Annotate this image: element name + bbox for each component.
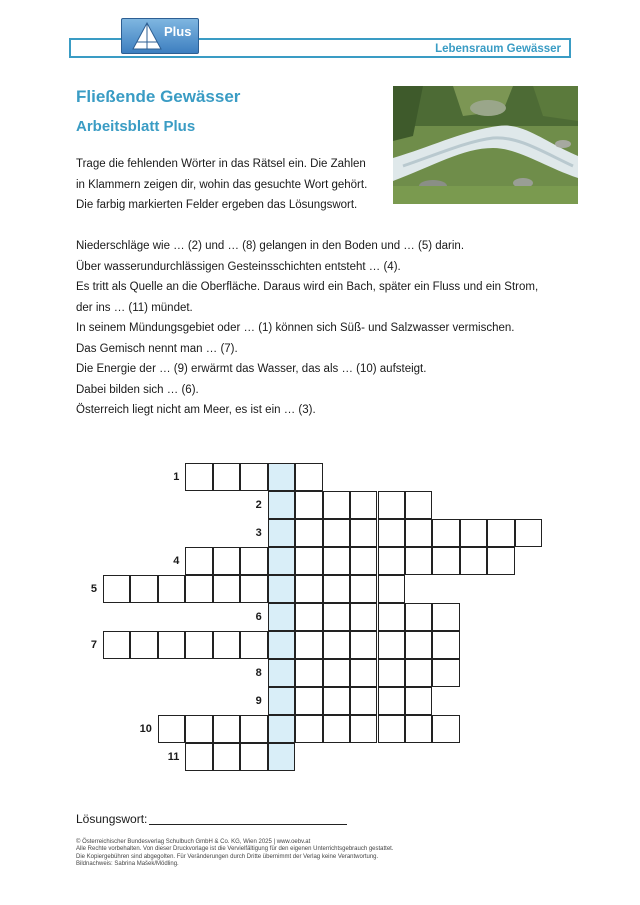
crossword-cell[interactable] xyxy=(405,547,432,575)
crossword-cell[interactable] xyxy=(350,547,377,575)
crossword-cell[interactable] xyxy=(405,491,432,519)
crossword-cell[interactable] xyxy=(432,715,459,743)
crossword-cell[interactable] xyxy=(323,687,350,715)
clue-line: Österreich liegt nicht am Meer, es ist ein … (3). xyxy=(76,404,316,416)
crossword-cell[interactable] xyxy=(295,659,322,687)
crossword-cell[interactable] xyxy=(295,519,322,547)
clue-number-2: 2 xyxy=(255,499,262,511)
crossword-cell[interactable] xyxy=(213,631,240,659)
crossword-cell[interactable] xyxy=(323,603,350,631)
solution-cell[interactable] xyxy=(268,743,295,771)
crossword-cell[interactable] xyxy=(378,603,405,631)
crossword-cell[interactable] xyxy=(378,547,405,575)
crossword-cell[interactable] xyxy=(378,491,405,519)
solution-cell[interactable] xyxy=(268,463,295,491)
page-subtitle: Arbeitsblatt Plus xyxy=(76,118,196,135)
crossword-cell[interactable] xyxy=(295,603,322,631)
crossword-cell[interactable] xyxy=(185,575,212,603)
clue-number-7: 7 xyxy=(90,639,97,651)
crossword-cell[interactable] xyxy=(350,715,377,743)
clue-number-5: 5 xyxy=(90,583,97,595)
crossword-cell[interactable] xyxy=(130,575,157,603)
clue-number-8: 8 xyxy=(255,667,262,679)
instructions xyxy=(76,154,386,216)
crossword-cell[interactable] xyxy=(130,631,157,659)
crossword-cell[interactable] xyxy=(405,519,432,547)
crossword-cell[interactable] xyxy=(213,575,240,603)
clue-number-1: 1 xyxy=(173,471,180,483)
crossword-cell[interactable] xyxy=(103,631,130,659)
solution-cell[interactable] xyxy=(268,631,295,659)
crossword-cell[interactable] xyxy=(460,519,487,547)
solution-cell[interactable] xyxy=(268,603,295,631)
river-photo xyxy=(393,86,578,204)
footer-line: Bildnachweis: Sabrina Mašek/Mödling. xyxy=(76,860,179,867)
crossword-cell[interactable] xyxy=(378,575,405,603)
crossword-cell[interactable] xyxy=(158,715,185,743)
crossword-cell[interactable] xyxy=(240,631,267,659)
footer-line: Die Kopiergebühren sind abgegolten. Für Veränderungen durch Dritte übernimmt der Verlag keine Verantwortung. xyxy=(76,853,379,860)
crossword-cell[interactable] xyxy=(487,547,514,575)
crossword-cell[interactable] xyxy=(295,575,322,603)
crossword-cell[interactable] xyxy=(158,575,185,603)
crossword-cell[interactable] xyxy=(323,519,350,547)
crossword-cell[interactable] xyxy=(350,491,377,519)
crossword-cell[interactable] xyxy=(378,715,405,743)
crossword-cell[interactable] xyxy=(323,715,350,743)
crossword-cell[interactable] xyxy=(295,547,322,575)
crossword-cell[interactable] xyxy=(515,519,542,547)
crossword-cell[interactable] xyxy=(185,463,212,491)
instruction-line: Trage die fehlenden Wörter in das Rätsel ein. Die Zahlen xyxy=(76,158,366,170)
clue-number-6: 6 xyxy=(255,611,262,623)
crossword-cell[interactable] xyxy=(240,743,267,771)
topic-title: Lebensraum Gewässer xyxy=(435,43,561,55)
crossword-cell[interactable] xyxy=(323,575,350,603)
solution-label: Lösungswort: xyxy=(76,812,148,826)
crossword-cell[interactable] xyxy=(295,631,322,659)
crossword-cell[interactable] xyxy=(432,659,459,687)
clue-number-4: 4 xyxy=(173,555,180,567)
crossword-cell[interactable] xyxy=(323,631,350,659)
clue-line: Niederschläge wie … (2) und … (8) gelangen in den Boden und … (5) darin. xyxy=(76,240,465,252)
crossword-cell[interactable] xyxy=(213,463,240,491)
crossword-cell[interactable] xyxy=(158,631,185,659)
crossword-cell[interactable] xyxy=(213,715,240,743)
clue-number-9: 9 xyxy=(255,695,262,707)
crossword-cell[interactable] xyxy=(213,547,240,575)
solution-cell[interactable] xyxy=(268,715,295,743)
plus-logo xyxy=(121,18,199,54)
clue-line: Das Gemisch nennt man … (7). xyxy=(76,342,238,355)
crossword-cell[interactable] xyxy=(350,631,377,659)
solution-cell[interactable] xyxy=(268,519,295,547)
page-title: Fließende Gewässer xyxy=(76,87,241,106)
crossword-cell[interactable] xyxy=(103,575,130,603)
footer-line: Alle Rechte vorbehalten. Von dieser Druckvorlage ist die Vervielfältigung für den eigenen Unterrichtsgebrauch gestattet. xyxy=(76,846,394,853)
footer-line: © Österreichischer Bundesverlag Schulbuch GmbH & Co. KG, Wien 2025 | www.oebv.at xyxy=(76,839,311,845)
crossword-cell[interactable] xyxy=(350,603,377,631)
crossword-cell[interactable] xyxy=(378,659,405,687)
crossword-cell[interactable] xyxy=(323,547,350,575)
crossword-cell[interactable] xyxy=(487,519,514,547)
clue-number-10: 10 xyxy=(139,723,152,735)
crossword-cell[interactable] xyxy=(213,743,240,771)
crossword-cell[interactable] xyxy=(405,687,432,715)
crossword-cell[interactable] xyxy=(185,715,212,743)
crossword-cell[interactable] xyxy=(350,687,377,715)
crossword-cell[interactable] xyxy=(405,631,432,659)
instruction-line: in Klammern zeigen dir, wohin das gesuchte Wort gehört. xyxy=(76,178,368,191)
triangle-icon xyxy=(132,22,162,50)
logo-text: Plus xyxy=(164,24,192,39)
instruction-line: Die farbig markierten Felder ergeben das Lösungswort. xyxy=(76,199,358,211)
copyright-footer xyxy=(76,839,394,868)
crossword-cell[interactable] xyxy=(378,631,405,659)
clue-line: Die Energie der … (9) erwärmt das Wasser, das als … (10) aufsteigt. xyxy=(76,363,427,375)
clue-text xyxy=(76,236,576,421)
crossword-cell[interactable] xyxy=(432,547,459,575)
solution-cell[interactable] xyxy=(268,687,295,715)
solution-cell[interactable] xyxy=(268,659,295,687)
crossword-cell[interactable] xyxy=(432,519,459,547)
crossword-cell[interactable] xyxy=(240,715,267,743)
crossword-cell[interactable] xyxy=(185,743,212,771)
crossword-cell[interactable] xyxy=(350,659,377,687)
clue-line: Über wasserundurchlässigen Gesteinsschichten entsteht … (4). xyxy=(76,260,401,273)
crossword-cell[interactable] xyxy=(405,715,432,743)
crossword-cell[interactable] xyxy=(350,575,377,603)
clue-line: der ins … (11) mündet. xyxy=(76,301,193,314)
crossword-cell[interactable] xyxy=(240,575,267,603)
crossword-cell[interactable] xyxy=(460,547,487,575)
crossword-cell[interactable] xyxy=(295,687,322,715)
clue-line: In seinem Mündungsgebiet oder … (1) können sich Süß- und Salzwasser vermischen. xyxy=(76,322,515,334)
clue-line: Dabei bilden sich … (6). xyxy=(76,383,199,396)
crossword-cell[interactable] xyxy=(432,631,459,659)
solution-cell[interactable] xyxy=(268,547,295,575)
crossword-cell[interactable] xyxy=(378,687,405,715)
crossword-cell[interactable] xyxy=(295,715,322,743)
crossword-cell[interactable] xyxy=(323,659,350,687)
clue-number-3: 3 xyxy=(255,527,262,539)
crossword-cell[interactable] xyxy=(350,519,377,547)
crossword-cell[interactable] xyxy=(295,463,322,491)
crossword-cell[interactable] xyxy=(240,463,267,491)
crossword-cell[interactable] xyxy=(185,631,212,659)
crossword-cell[interactable] xyxy=(323,491,350,519)
clue-line: Es tritt als Quelle an die Oberfläche. Daraus wird ein Bach, später ein Fluss und ein Strom, xyxy=(76,281,539,293)
crossword-cell[interactable] xyxy=(185,547,212,575)
clue-number-11: 11 xyxy=(167,751,180,763)
crossword-cell[interactable] xyxy=(405,603,432,631)
crossword-cell[interactable] xyxy=(295,491,322,519)
crossword-cell[interactable] xyxy=(405,659,432,687)
solution-cell[interactable] xyxy=(268,575,295,603)
crossword-cell[interactable] xyxy=(432,603,459,631)
crossword-cell[interactable] xyxy=(240,547,267,575)
solution-cell[interactable] xyxy=(268,491,295,519)
crossword-cell[interactable] xyxy=(378,519,405,547)
solution-answer-line[interactable] xyxy=(149,824,347,825)
